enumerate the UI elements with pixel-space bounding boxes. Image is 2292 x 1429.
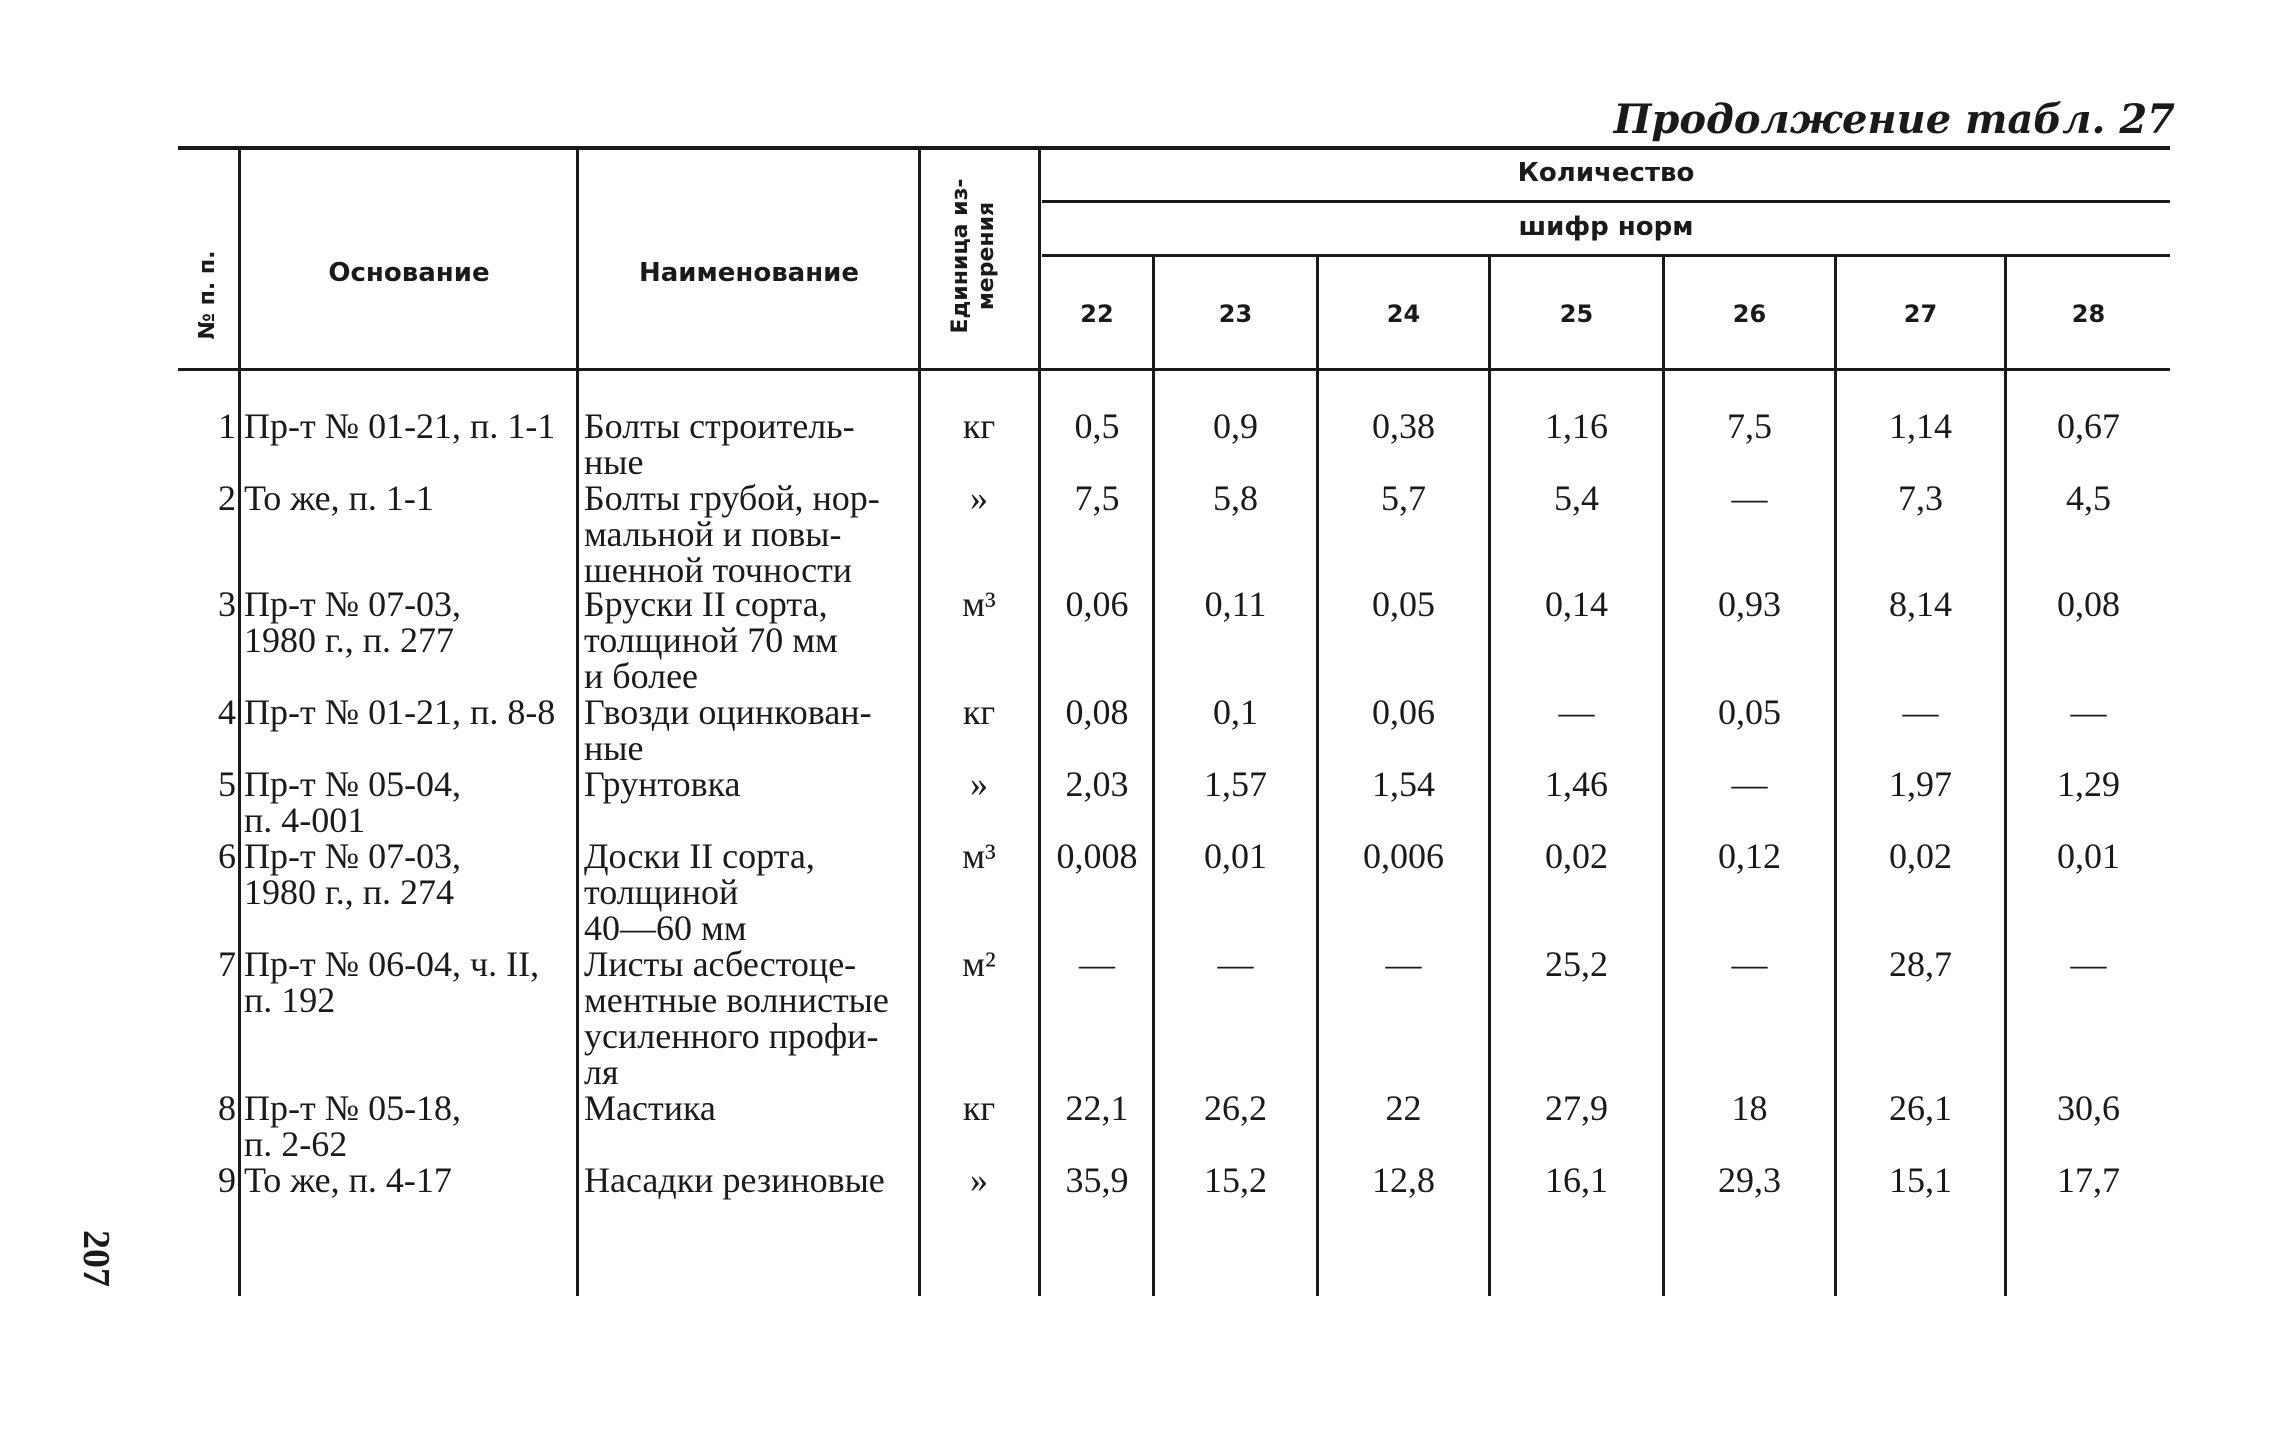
row-value: — bbox=[1217, 944, 1254, 984]
row-value: 17,7 bbox=[2057, 1160, 2120, 1200]
row-value: 1,97 bbox=[1889, 764, 1952, 804]
row-value: 1,54 bbox=[1372, 764, 1435, 804]
header-cipher: шифр норм bbox=[1518, 212, 1694, 242]
row-value: 1,14 bbox=[1889, 406, 1952, 446]
row-value: 0,02 bbox=[1889, 836, 1952, 876]
row-value: 26,1 bbox=[1889, 1088, 1952, 1128]
header-code: 25 bbox=[1559, 300, 1594, 328]
row-basis: Пр-т № 01-21, п. 1-1 bbox=[244, 406, 556, 446]
row-value: 0,008 bbox=[1056, 836, 1138, 876]
row-value: 2,03 bbox=[1065, 764, 1129, 804]
header-name: Наименование bbox=[638, 258, 860, 288]
row-name: Болты строитель- bbox=[584, 406, 855, 446]
row-unit: » bbox=[970, 1160, 988, 1200]
row-name: ментные волнистые bbox=[584, 980, 889, 1020]
row-basis: п. 192 bbox=[244, 980, 336, 1020]
row-value: 26,2 bbox=[1204, 1088, 1267, 1128]
row-value: 8,14 bbox=[1889, 584, 1952, 624]
row-value: — bbox=[1558, 692, 1595, 732]
cipher-rule bbox=[1042, 254, 2170, 257]
row-unit: кг bbox=[962, 406, 996, 446]
row-name: Листы асбестоце- bbox=[584, 944, 857, 984]
row-unit: кг bbox=[962, 1088, 996, 1128]
header-code: 26 bbox=[1732, 300, 1767, 328]
row-value: 0,02 bbox=[1545, 836, 1608, 876]
row-basis: 1980 г., п. 277 bbox=[244, 620, 454, 660]
row-value: 0,11 bbox=[1204, 584, 1267, 624]
row-value: 0,05 bbox=[1718, 692, 1781, 732]
row-value: 0,93 bbox=[1718, 584, 1781, 624]
row-value: 7,5 bbox=[1074, 478, 1120, 518]
quantity-rule bbox=[1042, 200, 2170, 203]
row-value: 22,1 bbox=[1065, 1088, 1129, 1128]
row-name: Насадки резиновые bbox=[584, 1160, 885, 1200]
row-number: 8 bbox=[218, 1088, 236, 1128]
row-value: — bbox=[1385, 944, 1422, 984]
row-name: мальной и повы- bbox=[584, 514, 842, 554]
row-value: — bbox=[1079, 944, 1115, 984]
row-value: 0,5 bbox=[1074, 406, 1120, 446]
table-caption: Продолжение табл. 27 bbox=[1613, 96, 2175, 143]
row-basis: Пр-т № 07-03, bbox=[244, 836, 462, 876]
row-name: Мастика bbox=[584, 1088, 716, 1128]
row-unit: м² bbox=[962, 944, 996, 984]
row-value: 4,5 bbox=[2066, 478, 2111, 518]
row-name: шенной точности bbox=[584, 550, 853, 590]
row-basis: Пр-т № 01-21, п. 8-8 bbox=[244, 692, 556, 732]
row-number: 7 bbox=[218, 944, 236, 984]
row-value: 0,14 bbox=[1545, 584, 1608, 624]
row-name: Гвозди оцинкован- bbox=[584, 692, 872, 732]
row-name: ные bbox=[584, 728, 644, 768]
row-value: 5,7 bbox=[1381, 478, 1426, 518]
row-value: 0,08 bbox=[1065, 692, 1129, 732]
row-value: 0,1 bbox=[1213, 692, 1258, 732]
row-value: 18 bbox=[1731, 1088, 1768, 1128]
col-divider bbox=[576, 150, 579, 1296]
row-name: усиленного профи- bbox=[584, 1016, 879, 1056]
header-code: 23 bbox=[1218, 300, 1253, 328]
header-basis: Основание bbox=[328, 258, 490, 288]
header-bottom-rule bbox=[178, 368, 2170, 371]
row-number: 6 bbox=[218, 836, 236, 876]
row-number: 1 bbox=[218, 406, 236, 446]
row-name: Болты грубой, нор- bbox=[584, 478, 880, 518]
row-value: 1,29 bbox=[2057, 764, 2120, 804]
row-value: 0,05 bbox=[1372, 584, 1435, 624]
row-value: 1,57 bbox=[1204, 764, 1267, 804]
row-value: 0,38 bbox=[1372, 406, 1435, 446]
row-unit: м³ bbox=[962, 836, 996, 876]
table-top-rule bbox=[178, 146, 2170, 150]
row-value: — bbox=[2070, 692, 2107, 732]
row-value: 0,9 bbox=[1213, 406, 1258, 446]
col-divider bbox=[238, 150, 241, 1296]
header-code: 22 bbox=[1080, 300, 1114, 328]
row-value: 0,08 bbox=[2057, 584, 2120, 624]
row-value: — bbox=[1902, 692, 1939, 732]
row-basis: Пр-т № 06-04, ч. II, bbox=[244, 944, 540, 984]
row-basis: п. 4-001 bbox=[244, 800, 366, 840]
row-value: 30,6 bbox=[2057, 1088, 2120, 1128]
row-value: 29,3 bbox=[1718, 1160, 1781, 1200]
row-basis: Пр-т № 05-18, bbox=[244, 1088, 462, 1128]
row-value: 25,2 bbox=[1545, 944, 1608, 984]
row-value: 5,8 bbox=[1213, 478, 1258, 518]
row-basis: Пр-т № 05-04, bbox=[244, 764, 462, 804]
row-value: 35,9 bbox=[1065, 1160, 1129, 1200]
row-name: и более bbox=[584, 656, 699, 696]
row-value: — bbox=[1731, 764, 1768, 804]
row-name: Доски II сорта, bbox=[584, 836, 815, 876]
row-number: 2 bbox=[218, 478, 236, 518]
header-code: 27 bbox=[1903, 300, 1938, 328]
row-value: 15,2 bbox=[1204, 1160, 1267, 1200]
row-value: 0,06 bbox=[1065, 584, 1129, 624]
row-value: 7,5 bbox=[1727, 406, 1772, 446]
row-unit: кг bbox=[962, 692, 996, 732]
row-value: 27,9 bbox=[1545, 1088, 1608, 1128]
row-value: 1,46 bbox=[1545, 764, 1608, 804]
row-value: 5,4 bbox=[1554, 478, 1599, 518]
row-name: Бруски II сорта, bbox=[584, 584, 828, 624]
row-value: 0,06 bbox=[1372, 692, 1435, 732]
row-unit: » bbox=[970, 478, 988, 518]
page-number: 207 bbox=[75, 1230, 117, 1287]
row-number: 3 bbox=[218, 584, 236, 624]
row-value: — bbox=[1731, 944, 1768, 984]
row-value: 0,67 bbox=[2057, 406, 2120, 446]
row-value: 15,1 bbox=[1889, 1160, 1952, 1200]
col-divider bbox=[1038, 150, 1041, 1296]
row-value: 16,1 bbox=[1545, 1160, 1608, 1200]
row-basis: п. 2-62 bbox=[244, 1124, 348, 1164]
row-basis: Пр-т № 07-03, bbox=[244, 584, 462, 624]
row-name: Грунтовка bbox=[584, 764, 741, 804]
row-value: — bbox=[1731, 478, 1768, 518]
row-name: 40—60 мм bbox=[584, 908, 747, 948]
row-name: ные bbox=[584, 442, 644, 482]
row-value: 22 bbox=[1385, 1088, 1422, 1128]
row-name: толщиной bbox=[584, 872, 739, 912]
header-quantity: Количество bbox=[1517, 158, 1695, 188]
row-value: 12,8 bbox=[1372, 1160, 1435, 1200]
row-number: 9 bbox=[218, 1160, 236, 1200]
row-number: 4 bbox=[218, 692, 236, 732]
row-name: толщиной 70 мм bbox=[584, 620, 838, 660]
row-value: 7,3 bbox=[1898, 478, 1943, 518]
row-value: 28,7 bbox=[1889, 944, 1952, 984]
row-basis: То же, п. 1-1 bbox=[244, 478, 434, 518]
row-value: 1,16 bbox=[1545, 406, 1608, 446]
row-value: 0,01 bbox=[1204, 836, 1267, 876]
header-code: 24 bbox=[1386, 300, 1421, 328]
row-name: ля bbox=[584, 1052, 619, 1092]
row-value: 0,01 bbox=[2057, 836, 2120, 876]
row-basis: 1980 г., п. 274 bbox=[244, 872, 454, 912]
row-value: — bbox=[2070, 944, 2107, 984]
header-code: 28 bbox=[2071, 300, 2106, 328]
row-number: 5 bbox=[218, 764, 236, 804]
header-num: № п. п. bbox=[195, 250, 220, 340]
row-unit: м³ bbox=[962, 584, 996, 624]
row-value: 0,12 bbox=[1718, 836, 1781, 876]
row-value: 0,006 bbox=[1363, 836, 1444, 876]
header-unit: Единица из-мерения bbox=[948, 178, 999, 334]
row-basis: То же, п. 4-17 bbox=[244, 1160, 452, 1200]
row-unit: » bbox=[970, 764, 988, 804]
